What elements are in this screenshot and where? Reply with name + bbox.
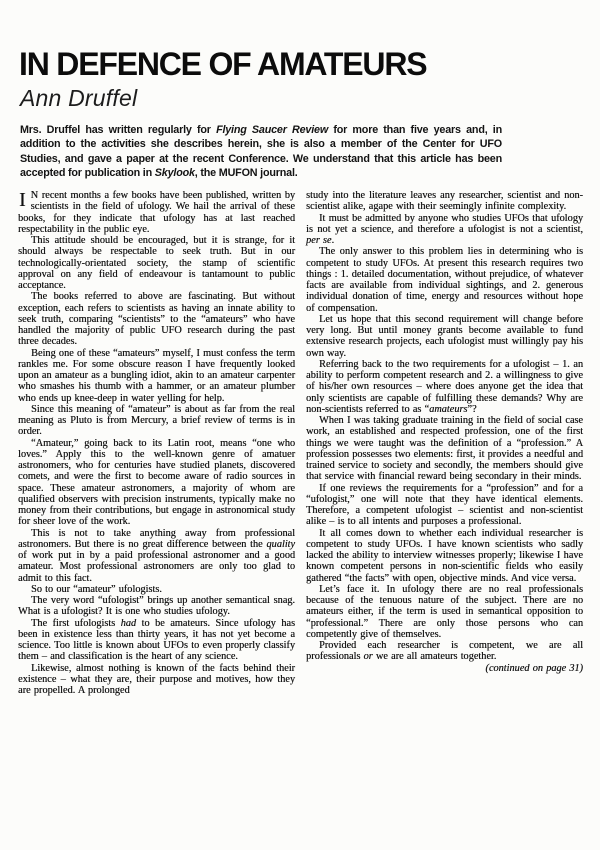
paragraph — [18, 663, 295, 697]
text-segment: Likewise, almost nothing is known of the facts behind their existence – what they are, their purpose and motives, how they are propelled. A prolonged — [18, 662, 295, 696]
column-right — [306, 190, 583, 696]
text-segment: Skylook — [154, 167, 195, 180]
article-body — [18, 190, 584, 696]
paragraph — [18, 438, 295, 528]
paragraph — [18, 595, 295, 618]
text-segment: Flying Saucer Review — [216, 124, 329, 136]
paragraph — [306, 359, 583, 415]
paragraph — [306, 213, 583, 247]
text-segment: (continued on page 31) — [485, 662, 583, 674]
text-segment: Mrs. Druffel has written regularly for — [20, 124, 217, 136]
text-segment: The only answer to this problem lies in determining who is competent to study UFOs. At present this research requires two things : 1. detailed documentation, without prejudice, of whatever facts are available from individual sightings, and 2. generous individual donation of time, energy and resources without hope of compensation. — [306, 246, 583, 314]
text-segment: for more than five years and, in addition to the activities she describes herein, she is also a member of the Center for UFO Studies, and gave a paper at the recent Conference. We understand that this article has been accepted for publication in — [20, 124, 502, 180]
text-segment: The first ufologists — [31, 617, 121, 629]
text-segment: ”? — [467, 403, 477, 415]
text-segment: Let us hope that this second requirement will change before very long. But until money grants become available to fund extensive research projects, each ufologist must willingly pay his own way. — [306, 313, 583, 359]
text-segment: So to our “amateur” ufologists. — [31, 583, 162, 595]
paragraph — [306, 190, 583, 213]
article-title: IN DEFENCE OF AMATEURS — [19, 46, 427, 82]
text-segment: It must be admitted by anyone who studies UFOs that ufology is not yet a science, and therefore a ufologist is not a scientist, — [306, 212, 583, 235]
text-segment: study into the literature leaves any researcher, scientist and non-scientist alike, agape with their seemingly infinite complexity. — [306, 190, 583, 213]
paragraph — [306, 584, 583, 640]
text-segment: The books referred to above are fascinating. But without exception, each refers to scientists as having an innate ability to seek truth, comparing “scientists” to the “amateurs” who have handled the majority of public UFO research during the past three decades. — [18, 291, 295, 348]
text-segment: This is not to take anything away from professional astronomers. But there is no great difference between the — [18, 527, 295, 550]
paragraph — [18, 404, 295, 438]
paragraph — [18, 235, 295, 291]
article-standfirst — [20, 123, 502, 181]
text-segment: per se — [306, 235, 332, 246]
paragraph — [18, 618, 295, 663]
text-segment: to be amateurs. Since ufology has been in existence less than thirty years, it has not yet become a science. Too little is known about UFOs to even properly classify them – and classification is the heart of any science. — [18, 617, 295, 663]
text-segment: quality — [266, 538, 295, 550]
text-segment: “Amateur,” going back to its Latin root, means “one who loves.” Apply this to the well-known genre of amatuer astronomers, who for centuries have studied planets, discovered comets, and were the first to become aware of radio sources in space. These amateur astronomers, a majority of whom are qualified observers with precision instruments, typically make no money from their contributions, but engage in astronomical study for sheer love of the work. — [18, 437, 295, 528]
paragraph — [18, 584, 295, 595]
paragraph — [306, 663, 583, 674]
text-segment: Referring back to the two requirements for a ufologist – 1. an ability to perform competent research and 2. a willingness to give of his/her own resources – where does anyone get the idea that only scientists are capable of fulfilling these demands? Why are non-scientists referred to as “ — [306, 358, 583, 415]
text-segment: , the MUFON journal. — [194, 167, 298, 180]
paragraph — [306, 415, 583, 483]
text-segment: If one reviews the requirements for a “profession” and for a “ufologist,” one will note that they have identical elements. Therefore, a competent ufologist – scientist and non-scientist alike – is to all intents and purposes a professional. — [306, 482, 583, 528]
text-segment: N recent months a few books have been published, written by scientists in the field of ufology. We hail the arrival of these books, for they indicate that ufology has at last reached respectability in the public eye. — [18, 190, 295, 235]
text-segment: It all comes down to whether each individual researcher is competent to study UFOs. I have known scientists who sadly lacked the ability to interview witnesses properly; likewise I have known competent persons in non-scientific fields who easily gathered “the facts” with open, objective minds. And vice versa. — [306, 527, 583, 584]
text-segment: Being one of these “amateurs” myself, I must confess the term rankles me. For some obscure reason I have frequently looked upon an amateur as a bungling idiot, akin to an amateur carpenter who smashes his thumb with a hammer, or an amateur plumber who ends up knee-deep in water yelling for help. — [18, 347, 295, 404]
paragraph — [306, 528, 583, 584]
paragraph — [18, 291, 295, 347]
text-segment: amateurs — [429, 403, 468, 415]
text-segment: This attitude should be encouraged, but it is strange, for it should always be respectable to seek truth. But in our technologically-orientated society, the stamp of scientific approval on any field of endeavour is tantamount to public acceptance. — [18, 235, 295, 291]
paragraph — [18, 348, 295, 404]
drop-cap: I — [19, 189, 26, 211]
text-segment: Let’s face it. In ufology there are no real professionals because of the tenuous nature of the subject. There are no amateurs either, if the term is used in semantical opposition to “professional.” There are only those persons who can competently give of themselves. — [306, 583, 583, 640]
article-author: Ann Druffel — [20, 85, 138, 111]
paragraph — [18, 190, 295, 235]
text-segment: had — [120, 617, 137, 629]
column-left — [18, 190, 295, 696]
text-segment: Provided each researcher is competent, we are all professionals — [306, 640, 583, 663]
text-segment: Since this meaning of “amateur” is about as far from the real meaning as Pluto is from Mercury, a brief review of terms is in order. — [18, 403, 295, 438]
paragraph — [18, 528, 295, 584]
paragraph — [306, 314, 583, 359]
text-segment: of work put in by a paid professional astronomer and a good amateur. Most professional astronomers are only too glad to admit to this fact. — [18, 550, 295, 584]
text-segment: The very word “ufologist” brings up another semantical snag. What is a ufologist? It is one who studies ufology. — [18, 595, 295, 618]
paragraph — [306, 483, 583, 528]
text-segment: we are all amateurs together. — [372, 651, 497, 663]
text-segment: . — [331, 235, 335, 246]
paragraph — [306, 640, 583, 663]
text-segment: When I was taking graduate training in the field of social case work, an established and respected profession, one of the first things we were taught was the definition of a “profession.” A profession possesses two elements: first, it provides a needful and trained service to society and secondly, the members should give that service with financial reward being secondary in their minds. — [306, 415, 583, 483]
text-segment: or — [363, 651, 373, 663]
paragraph — [306, 246, 583, 314]
